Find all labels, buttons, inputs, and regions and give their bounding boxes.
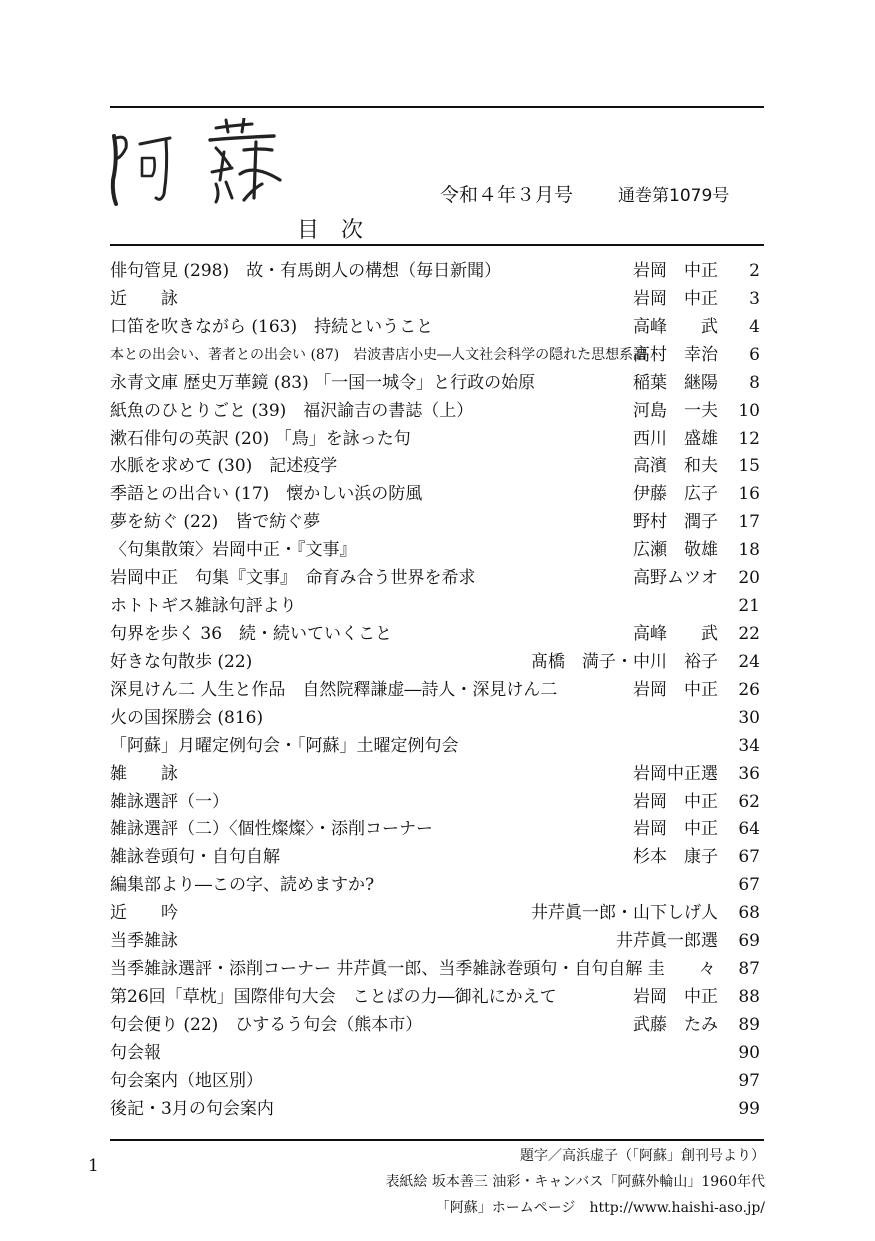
toc-title: 句会案内（地区別） (110, 1070, 263, 1091)
toc-row[interactable] (110, 733, 760, 761)
toc-row[interactable] (110, 398, 760, 426)
toc-row[interactable] (110, 453, 760, 481)
toc-heading: 目次 (297, 218, 386, 243)
toc-author: 井芹眞一郎・山下しげ人 (531, 903, 718, 924)
toc-row[interactable] (110, 426, 760, 454)
homepage-label: 「阿蘇」ホームページ (435, 1200, 576, 1216)
toc-title: 好きな句散歩 (22) (110, 651, 253, 672)
homepage-line (385, 1195, 765, 1221)
toc-title: 第26回「草枕」国際俳句大会 ことばの力―御礼にかえて (110, 986, 557, 1007)
toc-author: 高野ムツオ (633, 568, 718, 589)
toc-row[interactable] (110, 593, 760, 621)
toc-page: 15 (738, 456, 760, 477)
toc-page: 6 (749, 344, 760, 365)
toc-top-rule (110, 244, 764, 246)
toc-title: 句会報 (110, 1042, 161, 1063)
toc-page: 26 (738, 679, 760, 700)
toc-author: 岩岡中正選 (633, 763, 718, 784)
toc-author: 広瀬 敬雄 (633, 540, 718, 561)
toc-page: 64 (738, 819, 760, 840)
toc-row[interactable] (110, 677, 760, 705)
toc-author: 岩岡 中正 (633, 819, 718, 840)
toc-row[interactable] (110, 844, 760, 872)
toc-page: 67 (738, 847, 760, 868)
toc-title: 雑詠選評（二）〈個性燦燦〉・添削コーナー (110, 819, 433, 840)
toc-row[interactable] (110, 900, 760, 928)
toc-title: ホトトギス雑詠句評より (110, 596, 297, 617)
toc-author: 野村 潤子 (633, 512, 718, 533)
toc-author: 岩岡 中正 (633, 261, 718, 281)
toc-title: 深見けん二 人生と作品 自然院釋謙虚―詩人・深見けん二 (110, 679, 558, 700)
toc-row[interactable] (110, 258, 760, 286)
toc-row[interactable] (110, 565, 760, 593)
toc-author: 河島 一夫 (633, 400, 718, 421)
toc-page: 69 (738, 931, 760, 952)
toc-row[interactable] (110, 956, 760, 984)
toc-author: 高濱 和夫 (633, 456, 718, 477)
toc-page: 18 (738, 540, 760, 561)
toc-title: 口笛を吹きながら (163) 持続ということ (110, 316, 434, 337)
toc-page: 97 (738, 1070, 760, 1091)
toc-row[interactable] (110, 1068, 760, 1096)
toc-page: 22 (738, 623, 760, 644)
toc-page: 88 (738, 986, 760, 1007)
toc-title: 後記・3月の句会案内 (110, 1098, 274, 1119)
toc-row[interactable] (110, 286, 760, 314)
toc-page: 67 (738, 875, 760, 896)
toc-title: 永青文庫 歴史万華鏡 (83) 「一国一城令」と行政の始原 (110, 372, 536, 393)
toc-page: 99 (738, 1098, 760, 1119)
toc-row[interactable] (110, 984, 760, 1012)
toc-page: 24 (738, 651, 760, 672)
toc-author: 岩岡 中正 (633, 791, 718, 812)
toc-title: 雑詠巻頭句・自句自解 (110, 847, 280, 868)
toc-page: 62 (738, 791, 760, 812)
toc-author: 杉本 康子 (633, 847, 718, 868)
toc-title: 当季雑詠選評・添削コーナー 井芹眞一郎、当季雑詠巻頭句・自句自解 圭 々 (110, 959, 716, 980)
toc-row[interactable] (110, 314, 760, 342)
toc-author: 武藤 たみ (633, 1014, 718, 1035)
toc-row[interactable] (110, 342, 760, 370)
toc-title: 当季雑詠 (110, 931, 178, 952)
toc-page: 20 (738, 568, 760, 589)
toc-row[interactable] (110, 621, 760, 649)
toc-title: 近 吟 (110, 903, 178, 924)
toc-title: 季語との出合い (17) 懐かしい浜の防風 (110, 484, 423, 505)
toc-title: 〈句集散策〉岩岡中正・『文事』 (110, 540, 357, 561)
toc-title: 編集部より―この字、読めますか? (110, 875, 375, 896)
toc-page: 30 (738, 707, 760, 728)
toc-page: 3 (749, 288, 760, 309)
toc-page: 21 (738, 596, 760, 617)
toc-row[interactable] (110, 509, 760, 537)
toc-page: 89 (738, 1014, 760, 1035)
toc-row[interactable] (110, 761, 760, 789)
toc-author: 井芹眞一郎選 (616, 931, 718, 952)
toc-page: 10 (738, 400, 760, 421)
toc-page: 17 (738, 512, 760, 533)
calligraphy-logo (104, 118, 294, 210)
toc-row[interactable] (110, 789, 760, 817)
toc-page: 87 (738, 959, 760, 980)
volume-number: 通巻第1079号 (618, 186, 730, 206)
toc-author: 岩岡 中正 (633, 986, 718, 1007)
toc-title: 水脈を求めて (30) 記述疫学 (110, 456, 338, 477)
footer-credits (385, 1143, 765, 1221)
toc-author: 西川 盛雄 (633, 428, 718, 449)
toc-title: 紙魚のひとりごと (39) 福沢諭吉の書誌（上） (110, 400, 474, 421)
toc-title: 俳句管見 (298) 故・有馬朗人の構想（毎日新聞） (110, 261, 502, 281)
toc-row[interactable] (110, 1012, 760, 1040)
toc-author: 岩岡 中正 (633, 288, 718, 309)
toc-title: 雑 詠 (110, 763, 178, 784)
toc-author: 岩岡 中正 (633, 679, 718, 700)
toc-title: 「阿蘇」月曜定例句会・「阿蘇」土曜定例句会 (110, 735, 459, 756)
toc-row[interactable] (110, 649, 760, 677)
toc-title: 句界を歩く 36 続・続いていくこと (110, 623, 393, 644)
toc-page: 16 (738, 484, 760, 505)
toc-row[interactable] (110, 816, 760, 844)
toc-title: 雑詠選評（一） (110, 791, 229, 812)
toc-title: 本との出会い、著者との出会い (87) 岩波書店小史―人文社会科学の隠れた思想系譜 (110, 346, 648, 363)
toc-row[interactable] (110, 370, 760, 398)
toc-row[interactable] (110, 872, 760, 900)
toc-row[interactable] (110, 928, 760, 956)
toc-author: 伊藤 広子 (633, 484, 718, 505)
top-rule (110, 106, 764, 108)
toc-row[interactable] (110, 705, 760, 733)
issue-date: 令和４年３月号 (440, 184, 574, 206)
toc-page: 68 (738, 903, 760, 924)
toc-title: 火の国探勝会 (816) (110, 707, 264, 728)
toc-title: 近 詠 (110, 288, 178, 309)
toc-author: 高村 幸治 (633, 344, 718, 365)
toc-author: 髙橋 満子・中川 裕子 (531, 651, 718, 672)
toc-row[interactable] (110, 1096, 760, 1124)
toc-row[interactable] (110, 481, 760, 509)
toc-title: 岩岡中正 句集『文事』 命育み合う世界を希求 (110, 568, 476, 589)
toc-author: 高峰 武 (633, 623, 718, 644)
homepage-link[interactable]: http://www.haishi-aso.jp/ (589, 1200, 765, 1216)
toc-row[interactable] (110, 1040, 760, 1068)
toc-title: 漱石俳句の英訳 (20) 「鳥」を詠った句 (110, 428, 411, 449)
toc-page: 8 (749, 372, 760, 393)
calligraphy-credit: 題字／高浜虚子（「阿蘇」創刊号より） (520, 1148, 765, 1164)
toc-author: 稲葉 継陽 (633, 372, 718, 393)
toc-author: 高峰 武 (633, 316, 718, 337)
cover-credit: 表紙絵 坂本善三 油彩・キャンバス「阿蘇外輪山」1960年代 (385, 1174, 765, 1190)
toc-page: 2 (749, 261, 760, 281)
toc-page: 34 (738, 735, 760, 756)
toc-page: 90 (738, 1042, 760, 1063)
toc-page: 36 (738, 763, 760, 784)
toc-page: 12 (738, 428, 760, 449)
toc-page: 4 (749, 316, 760, 337)
toc-title: 夢を紡ぐ (22) 皆で紡ぐ夢 (110, 512, 321, 533)
toc-bottom-rule (110, 1139, 764, 1141)
toc-row[interactable] (110, 537, 760, 565)
table-of-contents (110, 258, 760, 1124)
page-number: 1 (88, 1156, 99, 1176)
toc-title: 句会便り (22) ひするう句会（熊本市） (110, 1014, 423, 1035)
